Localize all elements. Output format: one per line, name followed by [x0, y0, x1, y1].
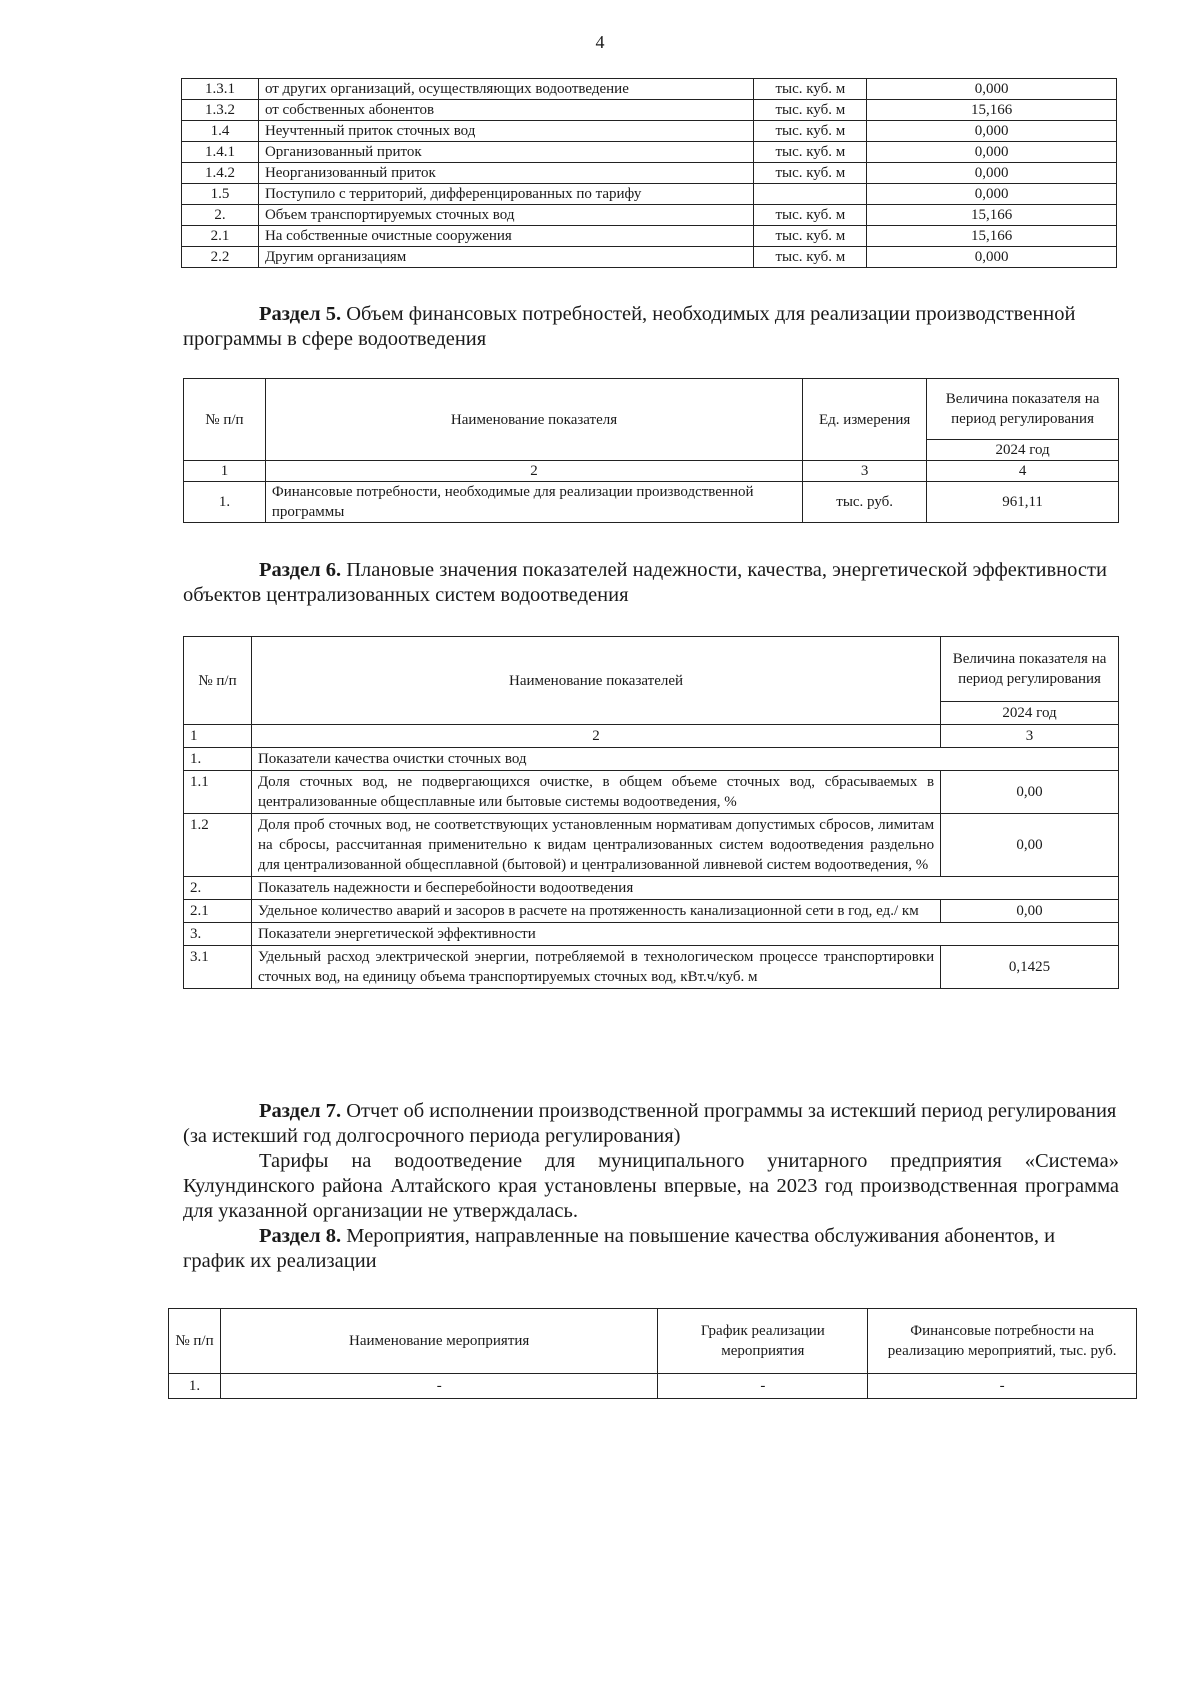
section-5-label: Раздел 5.	[259, 303, 342, 325]
index-row	[184, 725, 1119, 748]
header-value: Величина показателя на период регулирования	[941, 637, 1119, 702]
row-name: Объем транспортируемых сточных вод	[258, 205, 753, 226]
table-row	[182, 142, 1117, 163]
row-name: -	[220, 1374, 657, 1399]
row-unit: тыс. куб. м	[754, 121, 867, 142]
index-cell: 3	[941, 725, 1119, 748]
section-6-text: Плановые значения показателей надежности, качества, энергетической эффективности объектов централизованных систем водоотведения	[183, 559, 1107, 606]
group-row	[184, 923, 1119, 946]
row-number: 1.5	[182, 184, 259, 205]
section-8-text: Мероприятия, направленные на повышение качества обслуживания абонентов, и график их реализации	[183, 1225, 1056, 1272]
page-number: 4	[595, 32, 605, 52]
row-name: Организованный приток	[258, 142, 753, 163]
table-row	[182, 163, 1117, 184]
row-unit: тыс. куб. м	[754, 226, 867, 247]
row-name: На собственные очистные сооружения	[258, 226, 753, 247]
row-name: Доля сточных вод, не подвергающихся очистке, в общем объеме сточных вод, сбрасываемых в централизованные общесплавные или бытовые системы водоотведения, %	[251, 771, 940, 814]
table-row	[184, 771, 1119, 814]
row-value: 961,11	[927, 482, 1119, 523]
section-7-body: Тарифы на водоотведение для муниципального унитарного предприятия «Система» Кулундинского района Алтайского края установлены впервые, на 2023 год производственная программа для указанной организации не утверждалась.	[183, 1150, 1119, 1222]
section-5-text: Объем финансовых потребностей, необходимых для реализации производственной программы в сфере водоотведения	[183, 303, 1076, 350]
row-number: 1.	[184, 482, 266, 523]
row-number: 1.4.2	[182, 163, 259, 184]
row-number: 1.3.1	[182, 79, 259, 100]
table-row	[182, 184, 1117, 205]
section-8-label: Раздел 8.	[259, 1225, 342, 1247]
row-name: Удельное количество аварий и засоров в расчете на протяженность канализационной сети в год, ед./ км	[251, 900, 940, 923]
row-name: Удельный расход электрической энергии, потребляемой в технологическом процессе транспортировки сточных вод, на единицу объема транспортируемых сточных вод, кВт.ч/куб. м	[251, 946, 940, 989]
table-row	[169, 1374, 1137, 1399]
measures-table	[168, 1308, 1137, 1399]
index-cell: 2	[251, 725, 940, 748]
row-value: 0,00	[941, 814, 1119, 877]
row-unit: тыс. куб. м	[754, 163, 867, 184]
row-finance: -	[868, 1374, 1137, 1399]
table-row	[184, 814, 1119, 877]
row-value: 0,000	[867, 79, 1117, 100]
header-year: 2024 год	[927, 440, 1119, 461]
row-number: 1.2	[184, 814, 252, 877]
row-number: 2.1	[182, 226, 259, 247]
table-row	[182, 226, 1117, 247]
row-name: от других организаций, осуществляющих водоотведение	[258, 79, 753, 100]
row-number: 1.4	[182, 121, 259, 142]
row-unit	[754, 184, 867, 205]
group-number: 2.	[184, 877, 252, 900]
header-number: № п/п	[184, 637, 252, 725]
header-name: Наименование мероприятия	[220, 1309, 657, 1374]
section-6-heading	[183, 558, 1119, 608]
row-name: Другим организациям	[258, 247, 753, 268]
row-number: 1.3.2	[182, 100, 259, 121]
group-number: 1.	[184, 748, 252, 771]
row-unit: тыс. руб.	[803, 482, 927, 523]
row-unit: тыс. куб. м	[754, 142, 867, 163]
row-unit: тыс. куб. м	[754, 100, 867, 121]
group-name: Показатели качества очистки сточных вод	[251, 748, 1118, 771]
header-number: № п/п	[184, 379, 266, 461]
row-value: 15,166	[867, 100, 1117, 121]
row-number: 2.	[182, 205, 259, 226]
row-value: 15,166	[867, 205, 1117, 226]
table-row	[182, 205, 1117, 226]
wastewater-flows-table	[181, 78, 1117, 268]
row-value: 0,000	[867, 121, 1117, 142]
table-row	[182, 247, 1117, 268]
row-name: Неорганизованный приток	[258, 163, 753, 184]
row-number: 3.1	[184, 946, 252, 989]
row-name: от собственных абонентов	[258, 100, 753, 121]
row-value: 0,00	[941, 771, 1119, 814]
group-number: 3.	[184, 923, 252, 946]
row-number: 2.2	[182, 247, 259, 268]
section-7-label: Раздел 7.	[259, 1100, 342, 1122]
row-value: 0,1425	[941, 946, 1119, 989]
header-number: № п/п	[169, 1309, 221, 1374]
row-unit: тыс. куб. м	[754, 205, 867, 226]
row-number: 1.4.1	[182, 142, 259, 163]
row-value: 0,000	[867, 163, 1117, 184]
row-number: 1.1	[184, 771, 252, 814]
row-name: Доля проб сточных вод, не соответствующих установленным нормативам допустимых сбросов, лимитам на сбросы, рассчитанная применительно к видам централизованных систем водоотведения раздельно для централизованной общесплавной (бытовой) и централизованной ливневой систем водоотведения, %	[251, 814, 940, 877]
section-7-heading	[183, 1099, 1119, 1149]
section-8-heading	[183, 1224, 1119, 1274]
row-name: Поступило с территорий, дифференцированных по тарифу	[258, 184, 753, 205]
group-row	[184, 877, 1119, 900]
row-value: 0,000	[867, 247, 1117, 268]
header-year: 2024 год	[941, 702, 1119, 725]
header-finance: Финансовые потребности на реализацию мероприятий, тыс. руб.	[868, 1309, 1137, 1374]
table-row	[184, 946, 1119, 989]
row-name: Неучтенный приток сточных вод	[258, 121, 753, 142]
group-row	[184, 748, 1119, 771]
header-value: Величина показателя на период регулирования	[927, 379, 1119, 440]
header-schedule: График реализации мероприятия	[658, 1309, 868, 1374]
index-cell: 1	[184, 461, 266, 482]
table-row	[182, 121, 1117, 142]
row-number: 1.	[169, 1374, 221, 1399]
section-7-text: Отчет об исполнении производственной программы за истекший период регулирования (за истекший год долгосрочного периода регулирования)	[183, 1100, 1117, 1147]
row-value: 0,000	[867, 184, 1117, 205]
row-unit: тыс. куб. м	[754, 247, 867, 268]
row-schedule: -	[658, 1374, 868, 1399]
indicators-table	[183, 636, 1119, 989]
row-value: 0,00	[941, 900, 1119, 923]
table-row	[184, 482, 1119, 523]
row-value: 15,166	[867, 226, 1117, 247]
index-cell: 2	[265, 461, 802, 482]
index-row	[184, 461, 1119, 482]
financial-needs-table	[183, 378, 1119, 523]
header-name: Наименование показателя	[265, 379, 802, 461]
index-cell: 1	[184, 725, 252, 748]
group-name: Показатель надежности и бесперебойности водоотведения	[251, 877, 1118, 900]
table-row	[182, 79, 1117, 100]
index-cell: 4	[927, 461, 1119, 482]
index-cell: 3	[803, 461, 927, 482]
header-unit: Ед. измерения	[803, 379, 927, 461]
section-5-heading	[183, 302, 1119, 352]
header-name: Наименование показателей	[251, 637, 940, 725]
row-unit: тыс. куб. м	[754, 79, 867, 100]
row-name: Финансовые потребности, необходимые для реализации производственной программы	[265, 482, 802, 523]
row-value: 0,000	[867, 142, 1117, 163]
row-number: 2.1	[184, 900, 252, 923]
table-row	[182, 100, 1117, 121]
group-name: Показатели энергетической эффективности	[251, 923, 1118, 946]
section-6-label: Раздел 6.	[259, 559, 342, 581]
header-row	[169, 1309, 1137, 1374]
table-row	[184, 900, 1119, 923]
